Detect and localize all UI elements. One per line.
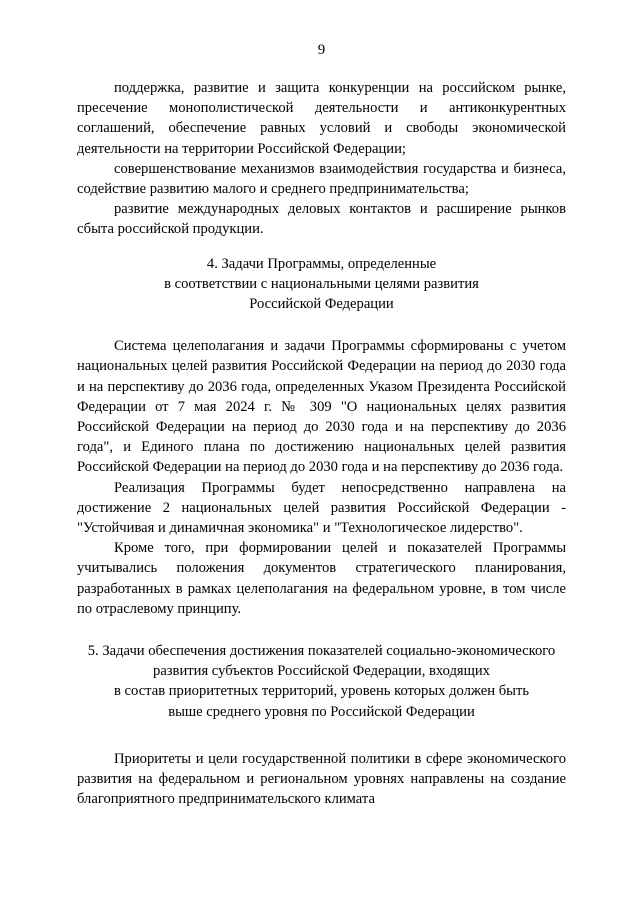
intro-paragraph: развитие международных деловых контактов и расширение рынков сбыта российской продукции.	[77, 201, 566, 238]
intro-paragraph: поддержка, развитие и защита конкуренции на российском рынке, пресечение монополистической деятельности и антиконкурентных соглашений, обеспечение равных условий и свободы экономической деятельности на территории Российской Федерации;	[77, 80, 566, 157]
section-4-body	[77, 336, 566, 619]
page-number: 9	[317, 42, 326, 58]
heading-line: 4. Задачи Программы, определенные	[206, 255, 437, 272]
heading-line: в состав приоритетных территорий, уровень которых должен быть	[114, 683, 529, 700]
section-5-heading	[77, 641, 566, 722]
heading-line: выше среднего уровня по Российской Федерации	[168, 703, 475, 720]
section-5-body	[77, 749, 566, 810]
section-5-paragraph: Приоритеты и цели государственной политики в сфере экономического развития на федеральном и региональном уровнях направлены на создание благоприятного предпринимательского климата	[77, 750, 566, 808]
section-4-paragraph: Кроме того, при формировании целей и показателей Программы учитывались положения документов стратегического планирования, разработанных в рамках целеполагания на федеральном уровне, в том числе по отраслевому принципу.	[77, 540, 566, 617]
intro-list	[77, 78, 566, 240]
document-page	[77, 40, 566, 810]
section-4-heading	[77, 254, 566, 315]
heading-line: 5. Задачи обеспечения достижения показателей социально-экономического	[87, 643, 556, 660]
heading-line: развития субъектов Российской Федерации, входящих	[153, 663, 490, 680]
intro-paragraph: совершенствование механизмов взаимодействия государства и бизнеса, содействие развитию малого и среднего предпринимательства;	[77, 160, 566, 198]
heading-line: в соответствии с национальными целями развития	[164, 275, 479, 292]
heading-line: Российской Федерации	[249, 296, 394, 313]
section-4-paragraph: Система целеполагания и задачи Программы сформированы с учетом национальных целей развития Российской Федерации на период до 2030 года и на перспективу до 2036 года, определенных Указом Президента Российской Федерации от 7 мая 2024 г. № 309 "О национальных целях развития Российской Федерации на период до 2030 года и на перспективу до 2036 года", и Единого плана по достижению национальных целей развития Российской Федерации на период до 2030 года и на перспективу до 2036 года.	[77, 338, 566, 476]
section-4-paragraph: Реализация Программы будет непосредственно направлена на достижение 2 национальных целей развития Российской Федерации - "Устойчивая и динамичная экономика" и "Технологическое лидерство".	[77, 479, 566, 537]
